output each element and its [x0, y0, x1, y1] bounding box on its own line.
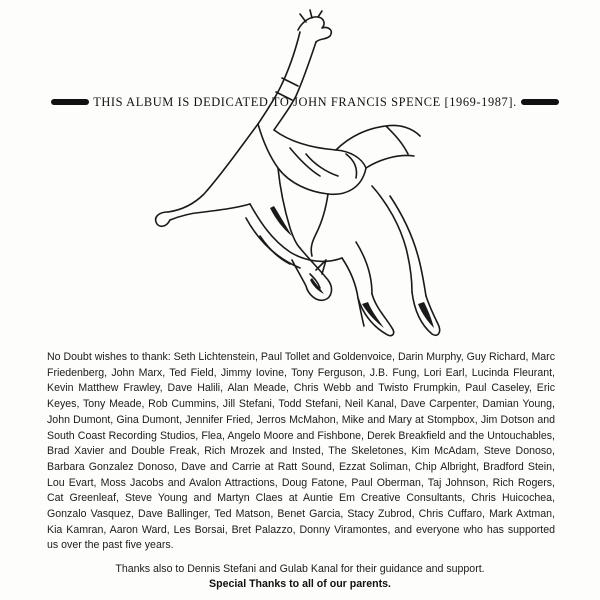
dedication-line	[40, 94, 570, 110]
dedication-left-bar	[51, 99, 89, 105]
thanks-also-line: Thanks also to Dennis Stefani and Gulab Kanal for their guidance and support.	[115, 563, 485, 575]
thanks-paragraph: No Doubt wishes to thank: Seth Lichtenstein, Paul Tollet and Goldenvoice, Darin Murphy, Guy Richard, Marc Friedenberg, John Marx, Ted Field, Jimmy Iovine, Tony Ferguson, J.B. Fung, Lori Earl, Lucinda Fleurant, Kevin Matthew Frawley, Dave Halili, Alan Meade, Chris Webb and Twisto Frumpkin, Paul Caseley, Eric Keyes, Tony Meade, Rob Cummins, Jill Stefani, Todd Stefani, Neil Kanal, Dave Carpenter, Damian Young, John Dumont, Gina Dumont, Jennifer Fried, Jerros McMahon, Mike and Mary at Stompbox, Jim Dotson and South Coast Recording Studios, Flea, Angelo Moore and Fishbone, Derek Breakfield and the Untouchables, Brad Xavier and Double Freak, Rich Mrozek and Insted, The Skeletones, Kim McAdam, Steve Donoso, Barbara Gonzalez Donoso, Dave and Carrie at Ratt Sound, Ezzat Soliman, Chip Albright, Bradford Stein, Lou Evart, Moss Jacobs and Avalon Attractions, Doug Fatone, Paul Oberman, Taj Johnson, Rich Rogers, Cat Greenleaf, Steve Young and Martyn Claes at Auntie Em Creative Consultants, Chris Huicochea, Gonzalo Vasquez, Dave Ballinger, Ted Matson, Benet Garcia, Stacy Zubrod, Chris Cuffaro, Mark Axtman, Kia Kamran, Aaron Ward, Les Borsai, Bret Palazzo, Donny Viramontes, and everyone who has supported us over the past five years.	[47, 351, 555, 552]
special-thanks-line: Special Thanks to all of our parents.	[209, 578, 391, 590]
dedication-right-bar	[521, 99, 559, 105]
leaping-figure-illustration	[150, 8, 450, 343]
dedication-text: THIS ALBUM IS DEDICATED TO JOHN FRANCIS SPENCE [1969-1987].	[93, 94, 517, 109]
